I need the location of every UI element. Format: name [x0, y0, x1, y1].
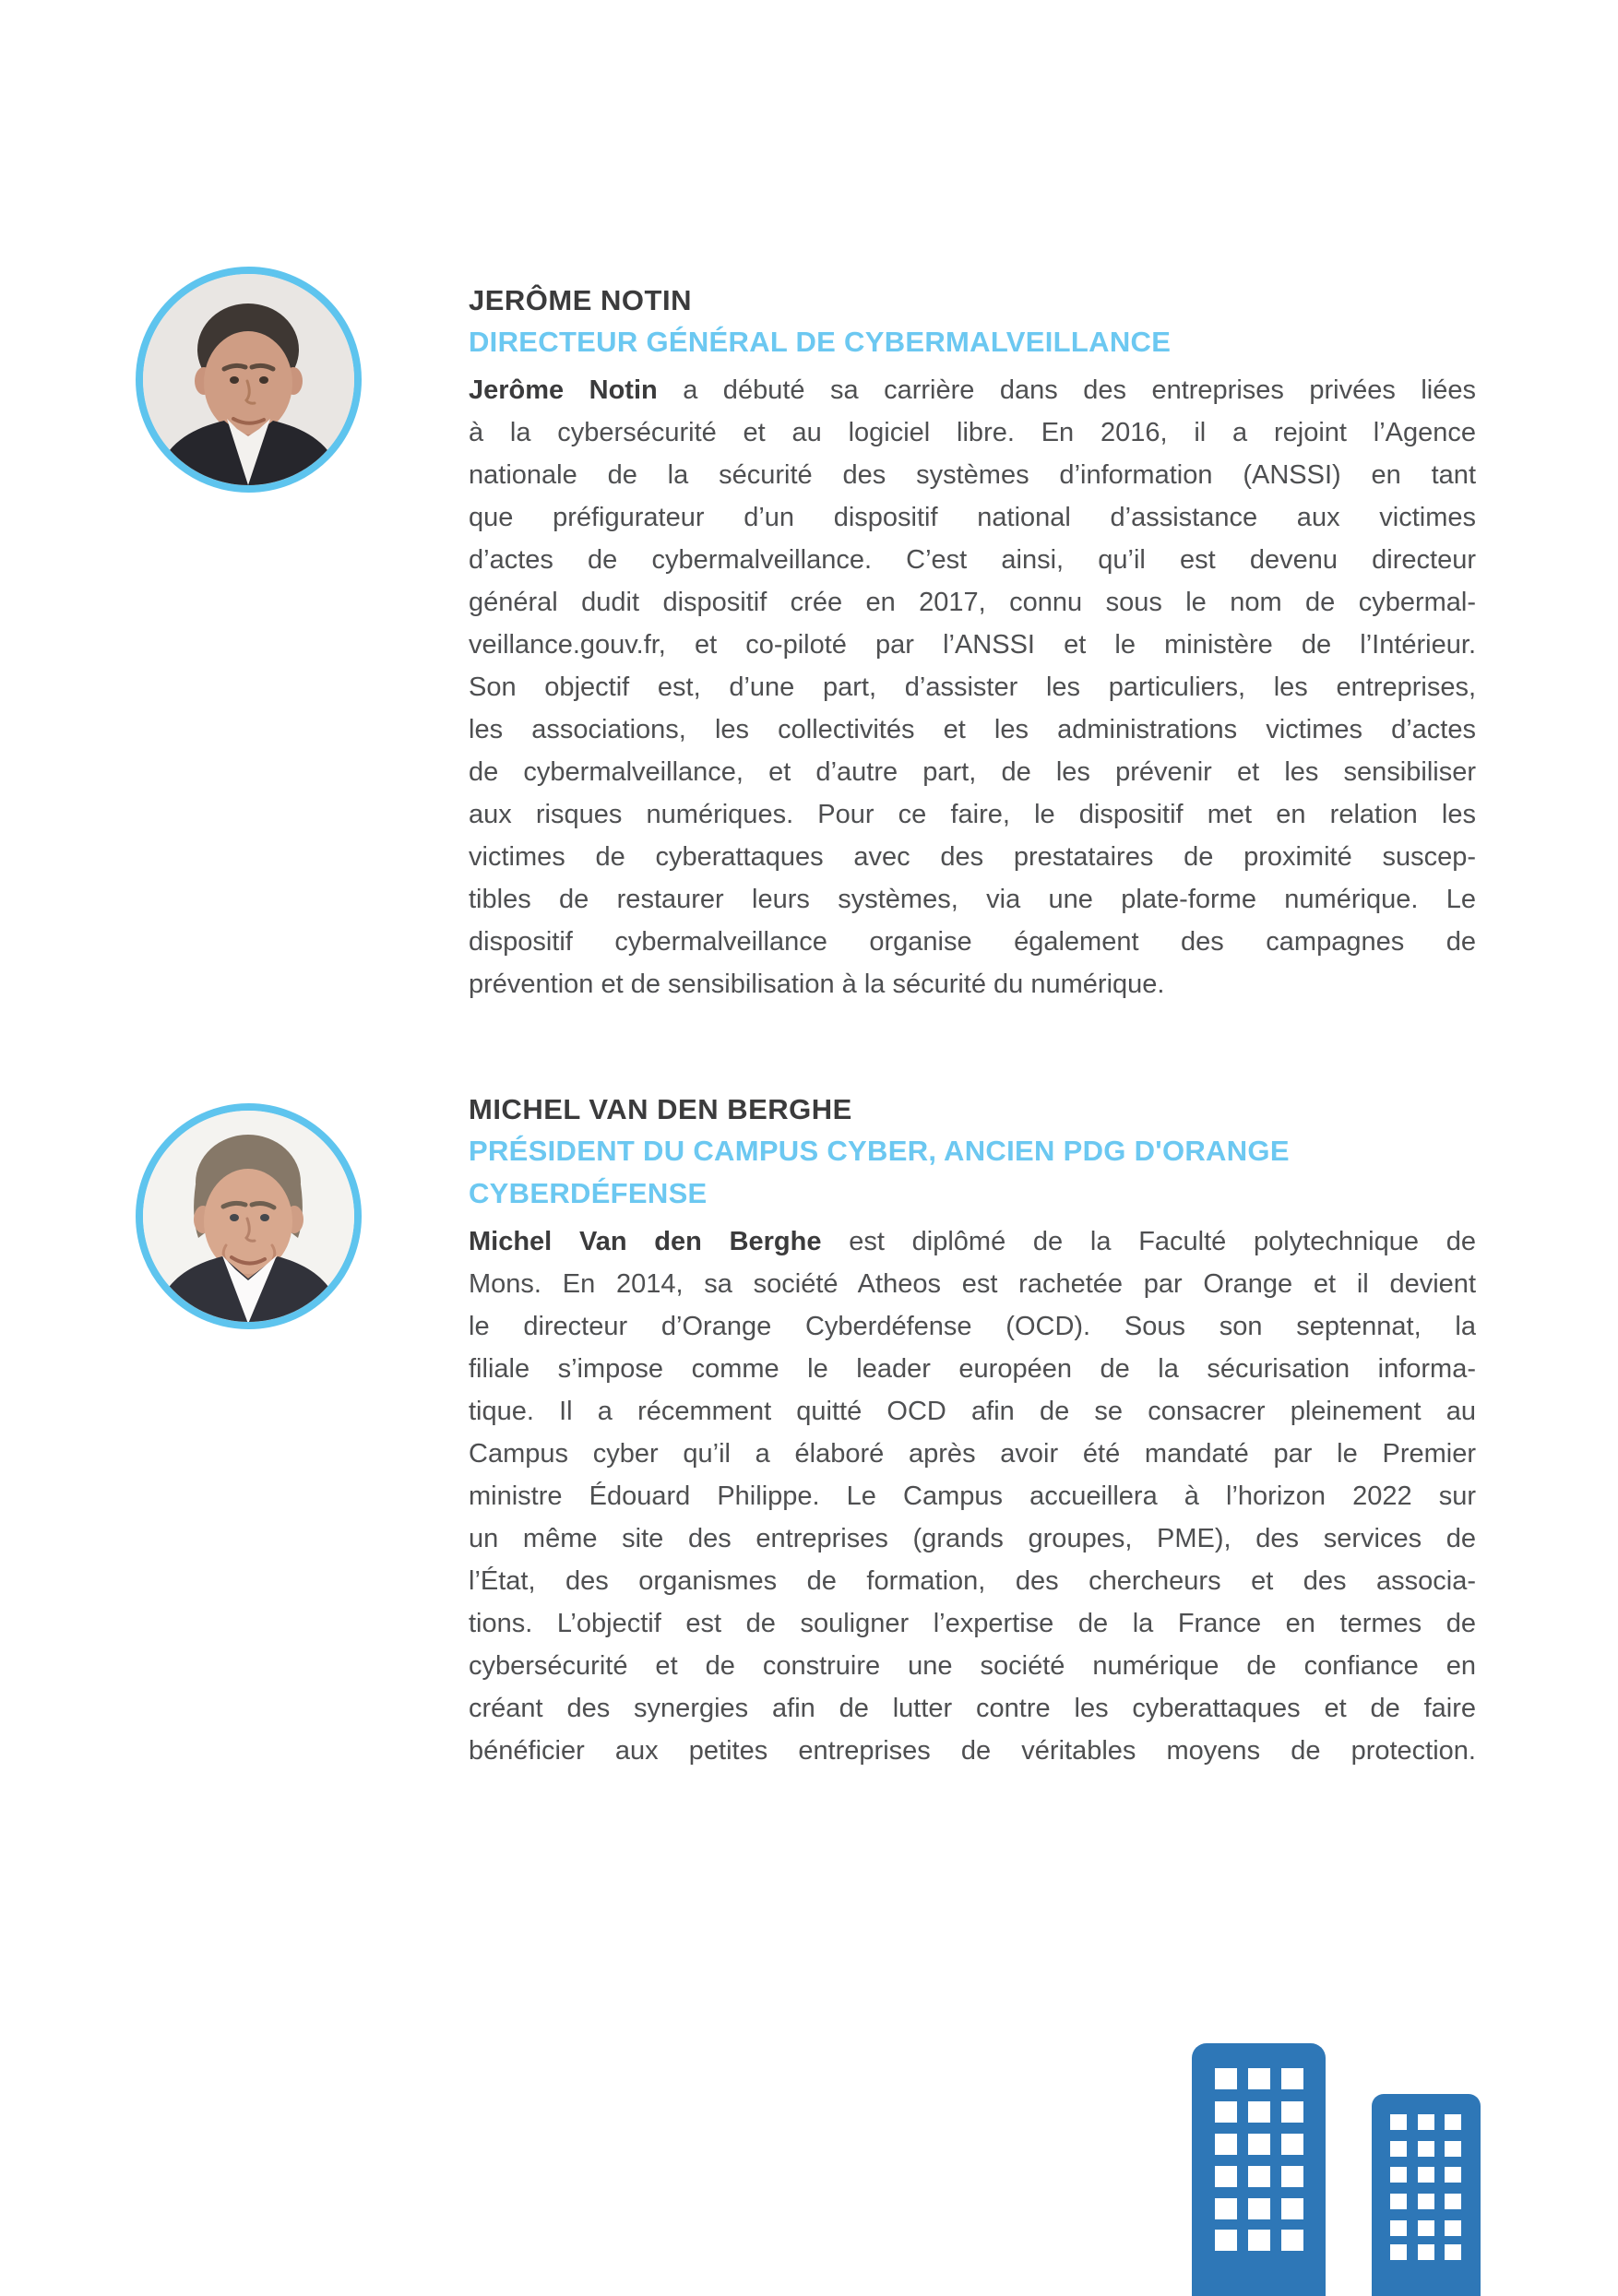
bio-line-text: a débuté sa carrière dans des entreprises privées liées — [657, 375, 1476, 405]
profile-role-line: PRÉSIDENT DU CAMPUS CYBER, ANCIEN PDG D'ORANGE — [469, 1135, 1290, 1167]
buildings-graphic — [1181, 2039, 1494, 2296]
bio-line: Son objectif est, d’une part, d’assister les particuliers, les entreprises, — [469, 672, 1476, 702]
bio-lead-name: Jerôme Notin — [469, 375, 658, 405]
bio-line-last: prévention et de sensibilisation à la sécurité du numérique. — [469, 970, 1165, 999]
portrait-illustration — [143, 274, 354, 485]
profile-role-line: CYBERDÉFENSE — [469, 1177, 708, 1209]
bio-line: bénéficier aux petites entreprises de véritables moyens de protection. — [469, 1736, 1476, 1766]
bio-line: général dudit dispositif crée en 2017, connu sous le nom de cybermal- — [469, 588, 1476, 617]
bio-line — [469, 1220, 1476, 1263]
profile-role — [469, 321, 1476, 363]
bio-line: un même site des entreprises (grands groupes, PME), des services de — [469, 1524, 1476, 1553]
portrait-photo-jerome-notin — [136, 267, 362, 493]
profile-role — [469, 1130, 1476, 1215]
bio-lead-name: Michel Van den Berghe — [469, 1227, 822, 1256]
bio-line: dispositif cybermalveillance organise également des campagnes de — [469, 927, 1476, 957]
bio-line: tions. L’objectif est de souligner l’expertise de la France en termes de — [469, 1609, 1476, 1638]
bio-line: tibles de restaurer leurs systèmes, via une plate-forme numérique. Le — [469, 885, 1476, 914]
bio-line: d’actes de cybermalveillance. C’est ainsi, qu’il est devenu directeur — [469, 545, 1476, 575]
bio-line: Campus cyber qu’il a élaboré après avoir été mandaté par le Premier — [469, 1439, 1476, 1469]
profile-role-line: DIRECTEUR GÉNÉRAL DE CYBERMALVEILLANCE — [469, 326, 1172, 358]
portrait-illustration — [143, 1111, 354, 1322]
bio-line: de cybermalveillance, et d’autre part, de les prévenir et les sensibiliser — [469, 757, 1476, 787]
bio-line: nationale de la sécurité des systèmes d’information (ANSSI) en tant — [469, 460, 1476, 490]
bio-line — [469, 369, 1476, 411]
city-buildings-icon — [1181, 2039, 1494, 2296]
bio-line: que préfigurateur d’un dispositif national d’assistance aux victimes — [469, 503, 1476, 532]
portrait-photo-michel-van-den-berghe — [136, 1103, 362, 1329]
bio-line: ministre Édouard Philippe. Le Campus accueillera à l’horizon 2022 sur — [469, 1481, 1476, 1511]
profile-name: MICHEL VAN DEN BERGHE — [469, 1093, 852, 1125]
bio-paragraph — [469, 369, 1476, 1005]
profile-name: JERÔME NOTIN — [469, 284, 692, 316]
bio-line: Mons. En 2014, sa société Atheos est rachetée par Orange et il devient — [469, 1269, 1476, 1299]
bio-line: l’État, des organismes de formation, des chercheurs et des associa- — [469, 1566, 1476, 1596]
bio-line: cybersécurité et de construire une société numérique de confiance en — [469, 1651, 1476, 1681]
bio-line: créant des synergies afin de lutter contre les cyberattaques et de faire — [469, 1694, 1476, 1723]
bio-paragraph — [469, 1220, 1476, 1772]
bio-lines — [469, 411, 1476, 963]
bio-line: tique. Il a récemment quitté OCD afin de se consacrer pleinement au — [469, 1397, 1476, 1426]
bio-line: aux risques numériques. Pour ce faire, le dispositif met en relation les — [469, 800, 1476, 829]
bio-line: les associations, les collectivités et les administrations victimes d’actes — [469, 715, 1476, 744]
bio-line: veillance.gouv.fr, et co-piloté par l’ANSSI et le ministère de l’Intérieur. — [469, 630, 1476, 660]
bio-line: victimes de cyberattaques avec des prestataires de proximité suscep- — [469, 842, 1476, 872]
bio-line: à la cybersécurité et au logiciel libre. En 2016, il a rejoint l’Agence — [469, 418, 1476, 447]
bio-line: filiale s’impose comme le leader européen de la sécurisation informa- — [469, 1354, 1476, 1384]
bio-line: le directeur d’Orange Cyberdéfense (OCD). Sous son septennat, la — [469, 1312, 1476, 1341]
bio-line-text: est diplômé de la Faculté polytechnique de — [821, 1227, 1476, 1256]
bio-lines — [469, 1263, 1476, 1772]
